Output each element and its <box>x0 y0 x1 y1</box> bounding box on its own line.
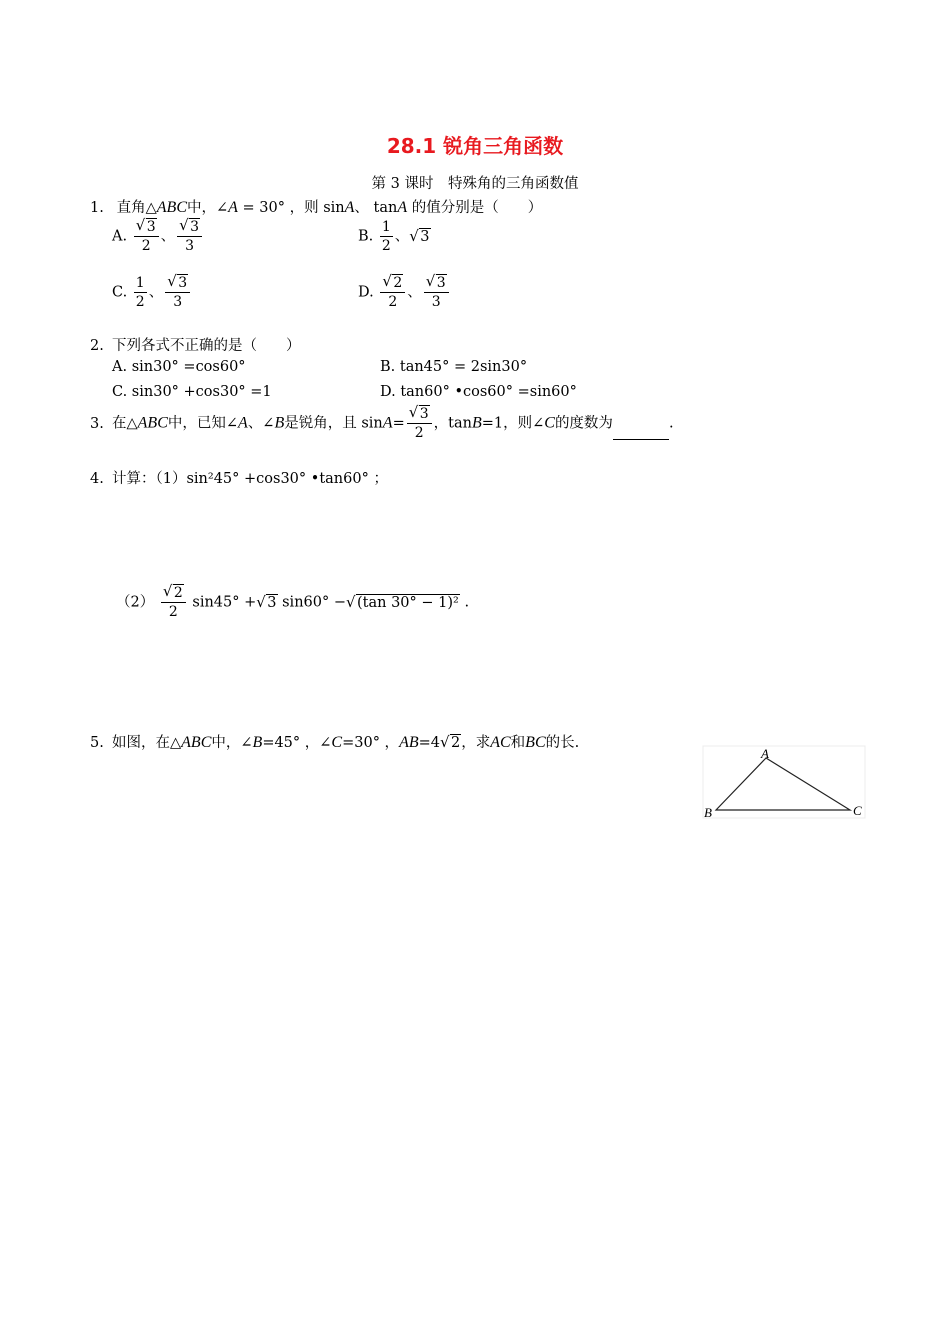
fraction: √ 2 2 <box>380 276 405 309</box>
triangle-figure <box>700 744 868 824</box>
square-root: √ 3 <box>409 226 430 245</box>
square-root: √ 2 <box>439 733 461 751</box>
question-1-stem: 1. 直角△ABC中，∠A = 30° ，则 sinA、 tanA 的值分别是（ ） <box>90 199 543 216</box>
page-title: 28.1 锐角三角函数 <box>386 134 564 158</box>
square-root: √ 3 <box>256 592 277 611</box>
vertex-label-c: C <box>853 803 862 818</box>
question-1-option-a[interactable]: A. √ 3 2 、 √ 3 3 <box>112 220 204 253</box>
question-4-part-1: 4. 计算：（1）sin²45° +cos30° •tan60° ； <box>90 471 388 487</box>
question-2-option-b[interactable]: B. tan45° = 2sin30° <box>380 359 528 375</box>
question-1-number: 1. <box>90 200 104 216</box>
question-1-option-d[interactable]: D. √ 2 2 、 √ 3 3 <box>358 276 451 309</box>
fraction: √ 3 2 <box>134 220 159 253</box>
question-2-stem: 2. 下列各式不正确的是（ ） <box>90 338 301 354</box>
question-5: 5. 如图，在△ABC中，∠B=45° ，∠C=30° ，AB=4 √ 2，求AC和BC的长. <box>90 733 580 751</box>
vertex-label-a: A <box>761 746 769 761</box>
question-3: 3. 在△ABC中，已知∠A、∠B是锐角，且 sinA= √ 3 2 ，tanB=1，则∠C的度数为 . <box>90 403 674 441</box>
question-4-part-2: （2） √ 2 2 sin45° + √ 3 sin60° − √ (tan 30° − 1)² . <box>116 582 470 620</box>
vertex-label-b: B <box>704 805 712 820</box>
fraction: √ 3 3 <box>424 276 449 309</box>
question-2-option-d[interactable]: D. tan60° •cos60° =sin60° <box>380 384 577 400</box>
answer-blank[interactable] <box>613 425 669 440</box>
fraction: √ 2 2 <box>161 586 186 619</box>
fraction: √ 3 2 <box>407 407 432 440</box>
fraction: $\frac{1}{2}$ <box>135 275 145 310</box>
question-2-option-c[interactable]: C. sin30° +cos30° =1 <box>112 384 272 400</box>
fraction: √ 3 3 <box>177 220 202 253</box>
question-1-option-c[interactable]: C. $\frac{1}{2}$ 、 √ 3 3 <box>112 276 192 309</box>
question-1-option-b[interactable]: B. $\frac{1}{2}$ 、 √ 3 <box>358 219 430 254</box>
question-2-option-a[interactable]: A. sin30° =cos60° <box>112 359 246 375</box>
fraction: √ 3 3 <box>165 276 190 309</box>
square-root: √ (tan 30° − 1)² <box>346 592 459 611</box>
fraction: $\frac{1}{2}$ <box>381 219 391 254</box>
page-subtitle: 第 3 课时 特殊角的三角函数值 <box>371 176 579 192</box>
